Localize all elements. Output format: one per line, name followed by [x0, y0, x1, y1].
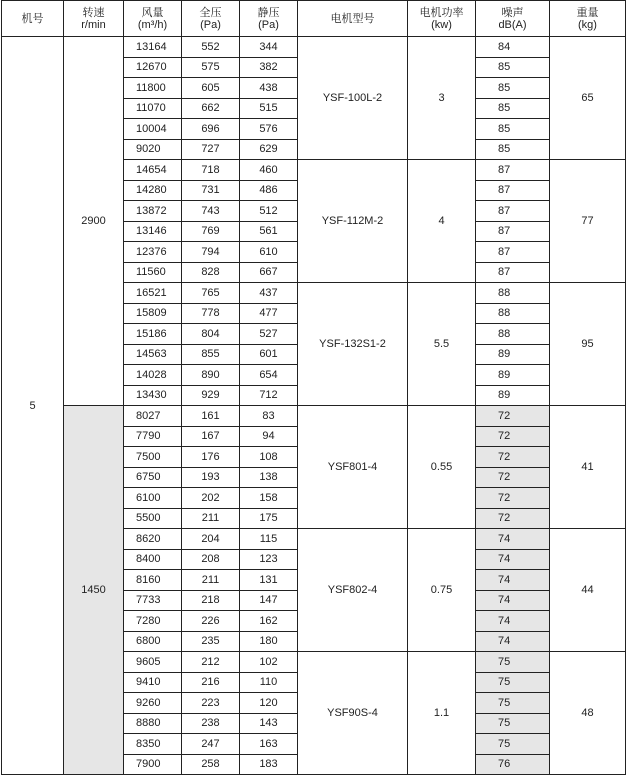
noise-cell: 74: [476, 549, 550, 570]
noise-cell: 72: [476, 488, 550, 509]
noise-cell: 74: [476, 590, 550, 611]
speed-cell: 2900: [64, 37, 124, 406]
static-pressure-cell: 158: [240, 488, 298, 509]
weight-cell: 44: [550, 529, 626, 652]
total-pressure-cell: 202: [182, 488, 240, 509]
motor-power-cell: 3: [408, 37, 476, 160]
weight-cell: 95: [550, 283, 626, 406]
weight-cell: 48: [550, 652, 626, 775]
table-row: [2, 37, 626, 58]
total-pressure-cell: 605: [182, 78, 240, 99]
noise-cell: 84: [476, 37, 550, 58]
total-pressure-cell: 552: [182, 37, 240, 58]
noise-cell: 74: [476, 631, 550, 652]
noise-cell: 74: [476, 529, 550, 550]
motor-model-cell: YSF-132S1-2: [298, 283, 408, 406]
noise-cell: 76: [476, 754, 550, 775]
total-pressure-cell: 211: [182, 508, 240, 529]
motor-model-cell: YSF801-4: [298, 406, 408, 529]
header-row: [2, 1, 626, 37]
motor-power-cell: 0.75: [408, 529, 476, 652]
motor-power-cell: 1.1: [408, 652, 476, 775]
airflow-cell: 9605: [124, 652, 182, 673]
airflow-cell: 13146: [124, 221, 182, 242]
static-pressure-cell: 143: [240, 713, 298, 734]
total-pressure-cell: 193: [182, 467, 240, 488]
total-pressure-cell: 161: [182, 406, 240, 427]
airflow-cell: 8400: [124, 549, 182, 570]
header-motor-model: 电机型号: [298, 1, 408, 37]
table-row: [2, 406, 626, 427]
static-pressure-cell: 667: [240, 262, 298, 283]
static-pressure-cell: 110: [240, 672, 298, 693]
noise-cell: 85: [476, 139, 550, 160]
total-pressure-cell: 247: [182, 734, 240, 755]
airflow-cell: 14563: [124, 344, 182, 365]
noise-cell: 75: [476, 652, 550, 673]
static-pressure-cell: 486: [240, 180, 298, 201]
noise-cell: 72: [476, 467, 550, 488]
table-body: [2, 37, 626, 775]
noise-cell: 87: [476, 262, 550, 283]
noise-cell: 87: [476, 221, 550, 242]
static-pressure-cell: 175: [240, 508, 298, 529]
static-pressure-cell: 437: [240, 283, 298, 304]
noise-cell: 87: [476, 160, 550, 181]
static-pressure-cell: 123: [240, 549, 298, 570]
airflow-cell: 16521: [124, 283, 182, 304]
header-model-no: 机号: [2, 1, 64, 37]
noise-cell: 87: [476, 201, 550, 222]
total-pressure-cell: 929: [182, 385, 240, 406]
header-noise: 噪声 dB(A): [476, 1, 550, 37]
noise-cell: 85: [476, 78, 550, 99]
noise-cell: 85: [476, 98, 550, 119]
airflow-cell: 13430: [124, 385, 182, 406]
airflow-cell: 14280: [124, 180, 182, 201]
fan-spec-table: [1, 0, 626, 775]
airflow-cell: 6800: [124, 631, 182, 652]
model-number-cell: 5: [2, 37, 64, 775]
airflow-cell: 7900: [124, 754, 182, 775]
motor-power-cell: 5.5: [408, 283, 476, 406]
static-pressure-cell: 438: [240, 78, 298, 99]
motor-power-cell: 0.55: [408, 406, 476, 529]
airflow-cell: 7790: [124, 426, 182, 447]
static-pressure-cell: 120: [240, 693, 298, 714]
motor-model-cell: YSF90S-4: [298, 652, 408, 775]
noise-cell: 75: [476, 734, 550, 755]
noise-cell: 85: [476, 119, 550, 140]
airflow-cell: 8880: [124, 713, 182, 734]
noise-cell: 87: [476, 180, 550, 201]
static-pressure-cell: 138: [240, 467, 298, 488]
airflow-cell: 13872: [124, 201, 182, 222]
noise-cell: 87: [476, 242, 550, 263]
motor-model-cell: YSF-112M-2: [298, 160, 408, 283]
airflow-cell: 15186: [124, 324, 182, 345]
static-pressure-cell: 83: [240, 406, 298, 427]
total-pressure-cell: 167: [182, 426, 240, 447]
total-pressure-cell: 218: [182, 590, 240, 611]
noise-cell: 88: [476, 324, 550, 345]
static-pressure-cell: 654: [240, 365, 298, 386]
noise-cell: 72: [476, 447, 550, 468]
airflow-cell: 11560: [124, 262, 182, 283]
total-pressure-cell: 769: [182, 221, 240, 242]
noise-cell: 89: [476, 365, 550, 386]
motor-power-cell: 4: [408, 160, 476, 283]
static-pressure-cell: 512: [240, 201, 298, 222]
static-pressure-cell: 460: [240, 160, 298, 181]
static-pressure-cell: 382: [240, 57, 298, 78]
airflow-cell: 8027: [124, 406, 182, 427]
total-pressure-cell: 804: [182, 324, 240, 345]
static-pressure-cell: 115: [240, 529, 298, 550]
static-pressure-cell: 163: [240, 734, 298, 755]
total-pressure-cell: 794: [182, 242, 240, 263]
total-pressure-cell: 890: [182, 365, 240, 386]
header-motor-power: 电机功率 (kw): [408, 1, 476, 37]
noise-cell: 89: [476, 385, 550, 406]
noise-cell: 72: [476, 406, 550, 427]
airflow-cell: 14654: [124, 160, 182, 181]
airflow-cell: 9020: [124, 139, 182, 160]
header-static-pressure: 静压 (Pa): [240, 1, 298, 37]
noise-cell: 88: [476, 303, 550, 324]
airflow-cell: 14028: [124, 365, 182, 386]
weight-cell: 77: [550, 160, 626, 283]
static-pressure-cell: 344: [240, 37, 298, 58]
static-pressure-cell: 108: [240, 447, 298, 468]
airflow-cell: 15809: [124, 303, 182, 324]
total-pressure-cell: 828: [182, 262, 240, 283]
static-pressure-cell: 477: [240, 303, 298, 324]
airflow-cell: 7280: [124, 611, 182, 632]
weight-cell: 65: [550, 37, 626, 160]
noise-cell: 75: [476, 693, 550, 714]
total-pressure-cell: 223: [182, 693, 240, 714]
static-pressure-cell: 610: [240, 242, 298, 263]
total-pressure-cell: 743: [182, 201, 240, 222]
airflow-cell: 11070: [124, 98, 182, 119]
static-pressure-cell: 629: [240, 139, 298, 160]
total-pressure-cell: 765: [182, 283, 240, 304]
noise-cell: 74: [476, 570, 550, 591]
noise-cell: 88: [476, 283, 550, 304]
noise-cell: 89: [476, 344, 550, 365]
static-pressure-cell: 515: [240, 98, 298, 119]
total-pressure-cell: 731: [182, 180, 240, 201]
total-pressure-cell: 235: [182, 631, 240, 652]
static-pressure-cell: 712: [240, 385, 298, 406]
total-pressure-cell: 238: [182, 713, 240, 734]
noise-cell: 75: [476, 713, 550, 734]
motor-model-cell: YSF-100L-2: [298, 37, 408, 160]
weight-cell: 41: [550, 406, 626, 529]
total-pressure-cell: 662: [182, 98, 240, 119]
total-pressure-cell: 212: [182, 652, 240, 673]
static-pressure-cell: 102: [240, 652, 298, 673]
table-header: [2, 1, 626, 37]
speed-cell: 1450: [64, 406, 124, 775]
airflow-cell: 6750: [124, 467, 182, 488]
airflow-cell: 8160: [124, 570, 182, 591]
static-pressure-cell: 180: [240, 631, 298, 652]
header-speed: 转速 r/min: [64, 1, 124, 37]
noise-cell: 75: [476, 672, 550, 693]
total-pressure-cell: 204: [182, 529, 240, 550]
noise-cell: 85: [476, 57, 550, 78]
airflow-cell: 5500: [124, 508, 182, 529]
airflow-cell: 8350: [124, 734, 182, 755]
motor-model-cell: YSF802-4: [298, 529, 408, 652]
airflow-cell: 10004: [124, 119, 182, 140]
airflow-cell: 12670: [124, 57, 182, 78]
header-total-pressure: 全压 (Pa): [182, 1, 240, 37]
static-pressure-cell: 576: [240, 119, 298, 140]
static-pressure-cell: 527: [240, 324, 298, 345]
total-pressure-cell: 216: [182, 672, 240, 693]
noise-cell: 72: [476, 426, 550, 447]
airflow-cell: 13164: [124, 37, 182, 58]
total-pressure-cell: 778: [182, 303, 240, 324]
airflow-cell: 7733: [124, 590, 182, 611]
static-pressure-cell: 561: [240, 221, 298, 242]
noise-cell: 72: [476, 508, 550, 529]
total-pressure-cell: 258: [182, 754, 240, 775]
static-pressure-cell: 162: [240, 611, 298, 632]
airflow-cell: 8620: [124, 529, 182, 550]
airflow-cell: 6100: [124, 488, 182, 509]
total-pressure-cell: 575: [182, 57, 240, 78]
total-pressure-cell: 696: [182, 119, 240, 140]
total-pressure-cell: 211: [182, 570, 240, 591]
static-pressure-cell: 131: [240, 570, 298, 591]
airflow-cell: 9260: [124, 693, 182, 714]
static-pressure-cell: 94: [240, 426, 298, 447]
header-weight: 重量 (kg): [550, 1, 626, 37]
static-pressure-cell: 183: [240, 754, 298, 775]
total-pressure-cell: 718: [182, 160, 240, 181]
airflow-cell: 9410: [124, 672, 182, 693]
noise-cell: 74: [476, 611, 550, 632]
static-pressure-cell: 601: [240, 344, 298, 365]
airflow-cell: 12376: [124, 242, 182, 263]
total-pressure-cell: 727: [182, 139, 240, 160]
total-pressure-cell: 208: [182, 549, 240, 570]
total-pressure-cell: 226: [182, 611, 240, 632]
static-pressure-cell: 147: [240, 590, 298, 611]
total-pressure-cell: 176: [182, 447, 240, 468]
airflow-cell: 7500: [124, 447, 182, 468]
total-pressure-cell: 855: [182, 344, 240, 365]
airflow-cell: 11800: [124, 78, 182, 99]
header-airflow: 风量 (m³/h): [124, 1, 182, 37]
